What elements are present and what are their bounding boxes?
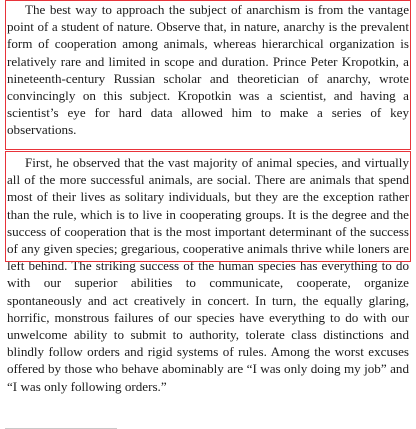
paragraph-2-text: First, he observed that the vast majority of animal species, and virtually all of the more successful animals, are social. There are animals that spend most of their lives as solitary individuals, but they are the exception rather than the rule, which is to live in cooperating groups. It is the degree and the success of cooperation that is the most important determinant of the success of any given species; gregarious, cooperative animals thrive while loners are left behind. The striking success of the human species has everything to do with our superior abilities to communicate, cooperate, organize spontaneously and act creatively in concert. In turn, the equally glaring, horrific, monstrous failures of our species have everything to do with our unwelcome ability to submit to authority, tolerate class distinctions and blindly follow orders and rigid systems of rules. Among the worst excuses offered by those who behave abominably are “I was only doing my job” and “I was only following orders.”	[7, 155, 409, 394]
paragraph-2	[7, 154, 409, 395]
paragraph-1-text: The best way to approach the subject of anarchism is from the vantage point of a student of nature. Observe that, in nature, anarchy is the prevalent form of cooperation among animals, whereas hierarchical organization is relatively rare and limited in scope and duration. Prince Peter Kropotkin, a nineteenth-century Russian scholar and theoretician of anarchy, wrote convincingly on this subject. Kropotkin was a scientist, and having a scientist’s eye for hard data allowed him to make a series of key observations.	[7, 2, 409, 138]
paragraph-1	[7, 1, 409, 139]
